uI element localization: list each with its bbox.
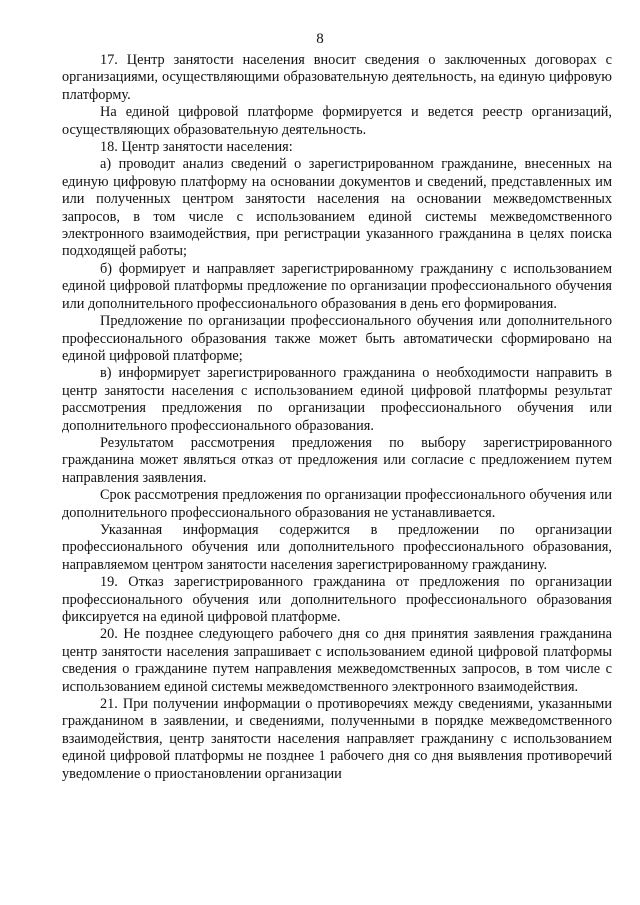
document-body bbox=[62, 52, 612, 783]
paragraph-21: 21. При получении информации о противоречиях между сведениями, указанными гражданином в заявлении, и сведениями, полученными в порядке межведомственного взаимодействия, центр занятости населения направляет гражданину с использованием единой цифровой платформы не позднее 1 рабочего дня со дня выявления противоречий уведомление о приостановлении организации bbox=[62, 696, 612, 782]
paragraph-19: 19. Отказ зарегистрированного гражданина от предложения по организации профессионального обучения или дополнительного профессионального образования фиксируется на единой цифровой платформе. bbox=[62, 574, 612, 625]
paragraph-17: 17. Центр занятости населения вносит сведения о заключенных договорах с организациями, осуществляющими образовательную деятельность, на единую цифровую платформу. bbox=[62, 52, 612, 103]
paragraph-term: Срок рассмотрения предложения по организации профессионального обучения или дополнительного профессионального образования не устанавливается. bbox=[62, 487, 612, 521]
paragraph-18v: в) информирует зарегистрированного гражданина о необходимости направить в центр занятости населения с использованием единой цифровой платформы результат рассмотрения предложения по организации профессионального обучения или дополнительного профессионального образования. bbox=[62, 365, 612, 434]
paragraph-18-heading: 18. Центр занятости населения: bbox=[100, 139, 293, 156]
paragraph-result: Результатом рассмотрения предложения по выбору зарегистрированного гражданина может являться отказ от предложения или согласие с предложением путем направления заявления. bbox=[62, 434, 612, 486]
paragraph-offer-auto: Предложение по организации профессионального обучения или дополнительного профессионального образования также может быть автоматически сформировано на единой цифровой платформе; bbox=[62, 313, 612, 364]
paragraph-info: Указанная информация содержится в предложении по организации профессионального обучения или дополнительного профессионального образования, направляемом центром занятости населения зарегистрированному гражданину. bbox=[62, 521, 612, 573]
paragraph-18b: б) формирует и направляет зарегистрированному гражданину с использованием единой цифровой платформы предложение по организации профессионального обучения или дополнительного профессионального образования в день его формирования. bbox=[62, 260, 612, 312]
paragraph-20: 20. Не позднее следующего рабочего дня со дня принятия заявления гражданина центр занятости населения запрашивает с использованием единой цифровой платформы сведения о гражданине путем направления межведомственных запросов, в том числе с использованием единой системы межведомственного электронного взаимодействия. bbox=[62, 626, 612, 695]
paragraph-registry: На единой цифровой платформе формируется и ведется реестр организаций, осуществляющих образовательную деятельность. bbox=[62, 104, 612, 138]
paragraph-18a: а) проводит анализ сведений о зарегистрированном гражданине, внесенных на единую цифровую платформу на основании документов и сведений, представленных им или полученных центром занятости населения на основании межведомственных запросов, в том числе с использованием единой системы межведомственного электронного взаимодействия, при регистрации указанного гражданина в целях поиска подходящей работы; bbox=[62, 156, 612, 260]
page-number: 8 bbox=[316, 31, 324, 47]
